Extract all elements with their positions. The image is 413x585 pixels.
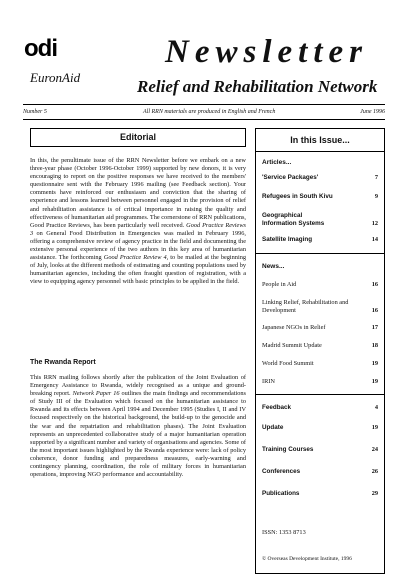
toc-item[interactable] xyxy=(262,299,378,315)
toc-item[interactable] xyxy=(262,424,378,432)
editorial-paragraph-1 xyxy=(30,157,246,287)
toc-item[interactable] xyxy=(262,236,378,244)
toc-item-label: Madrid Summit Update xyxy=(262,342,322,349)
editorial-text: outlines the main findings and recommendations of Study III of the Evaluation which focused on the humanitarian assistance to Rwanda and its effects between April 1994 and December 1995 (Studies I, II and IV focused respectively on the historical background, the build-up to the genocide and the war and the repatriation and rehabilitation phases). The Joint Evaluation represents an unprecedented collaborative study of a major humanitarian operation supported by a significant number and variety of organisations and agencies. Some of the most important issues highlighted by the Rwanda experience were: lack of policy coherence, donor funding and preparedness measures, early-warning and contingency planning, coordination, the role of military forces in humanitarian operations, improving NGO performance and accountability. xyxy=(30,390,246,479)
toc-item[interactable] xyxy=(262,490,378,498)
toc-item-label: Feedback xyxy=(262,404,292,411)
articles-heading: Articles... xyxy=(262,159,292,166)
toc-item[interactable] xyxy=(262,404,378,412)
toc-item-label: Linking Relief, Rehabilitation and Development xyxy=(262,299,349,314)
news-heading: News... xyxy=(262,263,285,270)
editorial-paragraph-2 xyxy=(30,374,246,479)
toc-item-page: 26 xyxy=(371,468,378,475)
header-rule-top xyxy=(23,104,385,105)
language-note: All RRN materials are produced in English and French xyxy=(143,109,276,115)
toc-item-label: Satellite Imaging xyxy=(262,236,313,243)
odi-logo-text: odi xyxy=(24,35,57,62)
toc-item[interactable] xyxy=(262,342,378,350)
toc-item-label: Japanese NGOs in Relief xyxy=(262,324,326,331)
sidebar-divider xyxy=(256,253,384,254)
toc-item-page: 16 xyxy=(371,281,378,288)
odi-logo xyxy=(24,35,94,62)
toc-item-page: 12 xyxy=(371,220,378,227)
newsletter-subtitle: Relief and Rehabilitation Network xyxy=(137,77,378,96)
rwanda-report-heading: The Rwanda Report xyxy=(30,359,96,366)
toc-item-label: Update xyxy=(262,424,284,431)
sidebar-heading: In this Issue... xyxy=(290,135,350,145)
editorial-text: This RRN mailing follows shortly after the publication of the Joint Evaluation of Emergency Assistance to Rwanda, widely recognised as a unique and ground-breaking report. xyxy=(30,374,246,398)
issue-date: June 1996 xyxy=(360,109,385,115)
editorial-heading-box xyxy=(30,128,246,147)
toc-item-page: 18 xyxy=(371,342,378,349)
toc-item[interactable] xyxy=(262,468,378,476)
toc-item-label: Refugees in South Kivu xyxy=(262,193,333,200)
toc-item-label: Publications xyxy=(262,490,300,497)
newsletter-title: Newsletter xyxy=(165,34,368,70)
editorial-heading: Editorial xyxy=(119,132,156,142)
toc-item-page: 16 xyxy=(371,307,378,314)
toc-item[interactable] xyxy=(262,446,378,454)
issn-number: ISSN: 1353 8713 xyxy=(262,529,306,536)
toc-item-label: 'Service Packages' xyxy=(262,174,319,181)
toc-item-label: IRIN xyxy=(262,378,275,385)
in-this-issue-sidebar xyxy=(255,128,385,574)
toc-item[interactable] xyxy=(262,174,378,182)
toc-item-label: People in Aid xyxy=(262,281,297,288)
toc-item-page: 19 xyxy=(371,360,378,367)
toc-item-page: 14 xyxy=(371,236,378,243)
toc-item-label: Geographical Information Systems xyxy=(262,212,325,227)
editorial-text: , to be mailed at the beginning of July, looks at the different methods of estimating and counting populations used by humanitarian agencies, including the often fraught question of registration, with a view to equipping agency personnel with basic principles to be applied in the field. xyxy=(30,254,247,286)
toc-item-page: 9 xyxy=(374,193,378,200)
toc-item[interactable] xyxy=(262,212,378,228)
toc-item-label: Training Courses xyxy=(262,446,314,453)
copyright-notice: © Overseas Development Institute, 1996 xyxy=(262,556,352,562)
editorial-text: on General Food Distribution in Emergencies was mailed in February 1996, offering a comprehensive review of agency practice in the field and documenting the extensive personal experience of the two authors in this key area of humanitarian assistance. The forthcoming xyxy=(30,229,246,262)
sidebar-divider xyxy=(256,394,384,395)
publication-title: Good Practice Reviews 3 xyxy=(30,221,246,237)
issue-number: Number 5 xyxy=(23,109,47,115)
euronaid-logo: EuronAid xyxy=(30,70,81,85)
toc-item-page: 19 xyxy=(371,378,378,385)
toc-item-label: Conferences xyxy=(262,468,301,475)
toc-item[interactable] xyxy=(262,360,378,368)
editorial-text: In this, the penultimate issue of the RRN Newsletter before we embark on a new three-year phase (October 1996-October 1999) supported by new donors, it is very encouraging to report on the positive responses we have received to the members' questionnaire sent with the February 1996 mailing (see Feedback section). Your comments have reinforced our enthusiasm and conviction that the sharing of experience and lessons learned between personnel engaged in the provision of relief and rehabilitation assistance is of critical importance in raising the quality and effectiveness of humanitarian aid programmes. The cornerstone of RRN publications, Good Practice Reviews, has been particularly well received. xyxy=(30,157,246,229)
publication-title: Network Paper 16 xyxy=(72,390,120,398)
toc-item[interactable] xyxy=(262,281,378,289)
toc-item-page: 29 xyxy=(371,490,378,497)
toc-item-page: 4 xyxy=(374,404,378,411)
toc-item-page: 7 xyxy=(374,174,378,181)
toc-item-page: 19 xyxy=(371,424,378,431)
sidebar-heading-box xyxy=(256,129,384,152)
toc-item[interactable] xyxy=(262,193,378,201)
toc-item-page: 17 xyxy=(371,324,378,331)
publication-title: Good Practice Review 4 xyxy=(103,254,167,262)
toc-item-page: 24 xyxy=(371,446,378,453)
header-rule-bottom xyxy=(23,119,385,120)
toc-item[interactable] xyxy=(262,324,378,332)
toc-item-label: World Food Summit xyxy=(262,360,314,367)
toc-item[interactable] xyxy=(262,378,378,386)
